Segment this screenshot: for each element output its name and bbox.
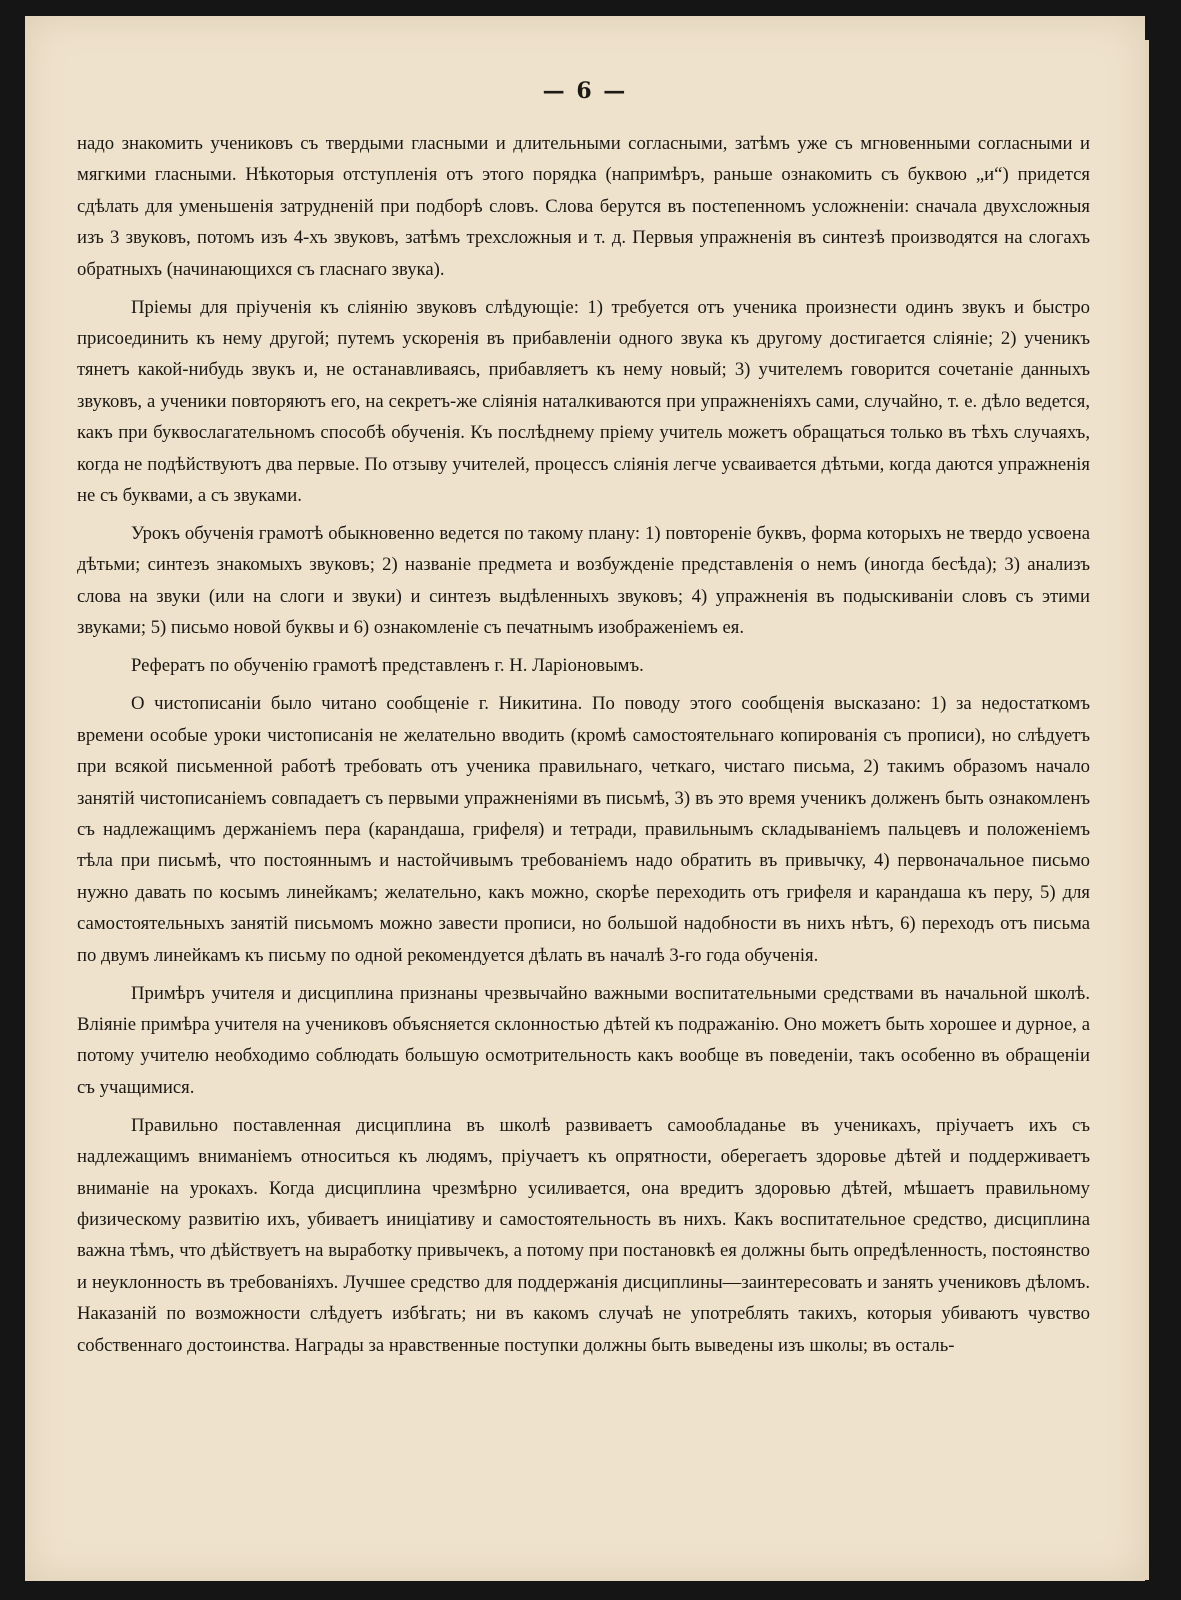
body-text: [77, 128, 1090, 1368]
document-page: [25, 16, 1145, 1581]
paragraph: Правильно поставленная дисциплина въ школѣ развиваетъ самообладанье въ ученикахъ, пріучаетъ ихъ съ надлежащимъ вниманіемъ относиться къ людямъ, пріучаетъ къ опрятности, оберегаетъ здоровье дѣтей и поддерживаетъ вниманіе на урокахъ. Когда дисциплина чрезмѣрно усиливается, она вредитъ здоровью дѣтей, мѣшаетъ правильному физическому развитію ихъ, убиваетъ иниціативу и самостоятельность въ нихъ. Какъ воспитательное средство, дисциплина важна тѣмъ, что дѣйствуетъ на выработку привычекъ, а потому при постановкѣ ея должны быть опредѣленность, постоянство и неуклонность въ требованіяхъ. Лучшее средство для поддержанія дисциплины—заинтересовать и занять учениковъ дѣломъ. Наказаній по возможности слѣдуетъ избѣгать; ни въ какомъ случаѣ не употреблять такихъ, которыя убиваютъ чувство собственнаго достоинства. Награды за нравственные поступки должны быть выведены изъ школы; въ осталь-: [77, 1114, 1090, 1356]
page-number: — 6 —: [542, 78, 628, 104]
paragraph: Урокъ обученія грамотѣ обыкновенно ведется по такому плану: 1) повтореніе буквъ, форма которыхъ не твердо усвоена дѣтьми; синтезъ знакомыхъ звуковъ; 2) названіе предмета и возбужденіе представленія о немъ (иногда бесѣда); 3) анализъ слова на звуки (или на слоги и звуки) и синтезъ выдѣленныхъ звуковъ; 4) упражненія въ подыскиваніи словъ съ этими звуками; 5) письмо новой буквы и 6) ознакомленіе съ печатнымъ изображеніемъ ея.: [77, 523, 1090, 639]
paragraph: Пріемы для пріученія къ слiянію звуковъ слѣдующіе: 1) требуется отъ ученика произнести одинъ звукъ и быстро присоединить къ нему другой; путемъ ускоренія въ прибавленіи одного звука къ другому достигается сліяніе; 2) ученикъ тянетъ какой-нибудь звукъ и, не останавливаясь, прибавляетъ къ нему новый; 3) учителемъ говорится сочетаніе данныхъ звуковъ, а ученики повторяютъ его, на секретъ-же сліянія наталкиваются при упражненіяхъ сами, случайно, т. е. дѣло ведется, какъ при буквослагательномъ способѣ обученія. Къ послѣднему пріему учитель можетъ обращаться только въ тѣхъ случаяхъ, когда не подѣйствуютъ два первые. По отзыву учителей, процессъ сліянія легче усваивается дѣтьми, когда даются упражненія не съ буквами, а съ звуками.: [77, 296, 1090, 507]
paragraph: О чистописаніи было читано сообщеніе г. Никитина. По поводу этого сообщенія высказано: 1) за недостаткомъ времени особые уроки чистописанія не желательно вводить (кромѣ самостоятельнаго копированія съ прописи), но слѣдуетъ при всякой письменной работѣ требовать отъ ученика правильнаго, четкаго, чистаго письма, 2) такимъ образомъ начало занятій чистописаніемъ совпадаетъ съ первыми упражненіями въ письмѣ, 3) въ это время ученикъ долженъ быть ознакомленъ съ надлежащимъ держаніемъ пера (карандаша, грифеля) и тетради, правильнымъ складываніемъ пальцевъ и положеніемъ тѣла при письмѣ, что постояннымъ и настойчивымъ требованіемъ надо обратить въ привычку, 4) первоначальное письмо нужно давать по косымъ линейкамъ; желательно, какъ можно, скорѣе переходить отъ грифеля и карандаша къ перу, 5) для самостоятельныхъ занятій письмомъ можно завести прописи, но большой надобности въ нихъ нѣтъ, 6) переходъ отъ письма по двумъ линейкамъ къ письму по одной рекомендуется дѣлать въ началѣ 3-го года обученія.: [77, 693, 1090, 966]
paragraph: Примѣръ учителя и дисциплина признаны чрезвычайно важными воспитательными средствами въ начальной школѣ. Вліяніе примѣра учителя на учениковъ объясняется склонностью дѣтей къ подражанію. Оно можетъ быть хорошее и дурное, а потому учителю необходимо соблюдать большую осмотрительность какъ вообще въ поведеніи, такъ особенно въ обращеніи съ учащимися.: [77, 982, 1090, 1098]
paragraph: Рефератъ по обученію грамотѣ представленъ г. Н. Ларіоновымъ.: [131, 655, 644, 677]
paragraph: надо знакомить учениковъ съ твердыми гласными и длительными согласными, затѣмъ уже съ мгновенными согласными и мягкими гласными. Нѣкоторыя отступленія отъ этого порядка (напримѣръ, раньше ознакомить съ буквою „и“) придется сдѣлать для уменьшенія затрудненій при подборѣ словъ. Слова берутся въ постепенномъ усложненіи: сначала двухсложныя изъ 3 звуковъ, потомъ изъ 4-хъ звуковъ, затѣмъ трехсложныя и т. д. Первыя упражненія въ синтезѣ производятся на слогахъ обратныхъ (начинающихся съ гласнаго звука).: [77, 133, 1090, 280]
